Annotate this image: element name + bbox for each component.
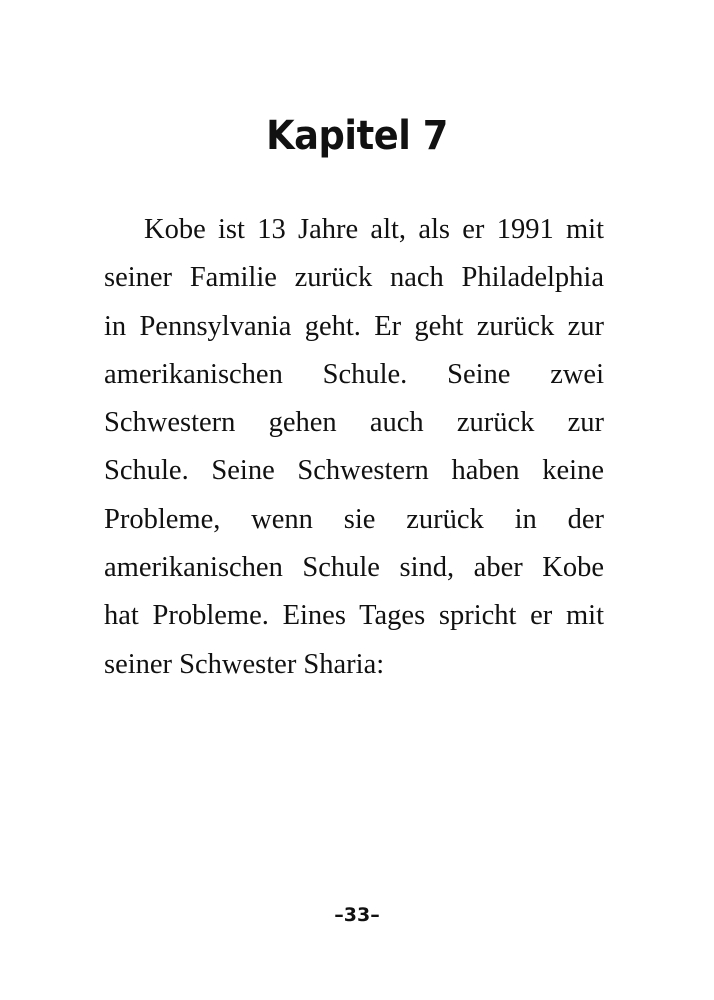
text-line: hat Probleme. Eines Tages spricht er mit — [104, 600, 604, 632]
text-line: Probleme, wenn sie zurück in der — [104, 503, 604, 535]
body-paragraph — [104, 206, 604, 689]
text-line: seiner Familie zurück nach Philadelphia — [104, 262, 604, 294]
chapter-title: Kapitel 7 — [266, 113, 448, 159]
text-line: amerikanischen Schule sind, aber Kobe — [104, 552, 604, 584]
text-line: seiner Schwester Sharia: — [104, 648, 385, 680]
text-line: in Pennsylvania geht. Er geht zurück zur — [104, 310, 604, 342]
text-line: amerikanischen Schule. Seine zwei — [104, 358, 604, 390]
text-line: Schule. Seine Schwestern haben keine — [104, 455, 604, 487]
page-number: –33– — [334, 904, 380, 926]
text-line: Schwestern gehen auch zurück zur — [104, 407, 604, 439]
text-line: Kobe ist 13 Jahre alt, als er 1991 mit — [144, 214, 604, 245]
